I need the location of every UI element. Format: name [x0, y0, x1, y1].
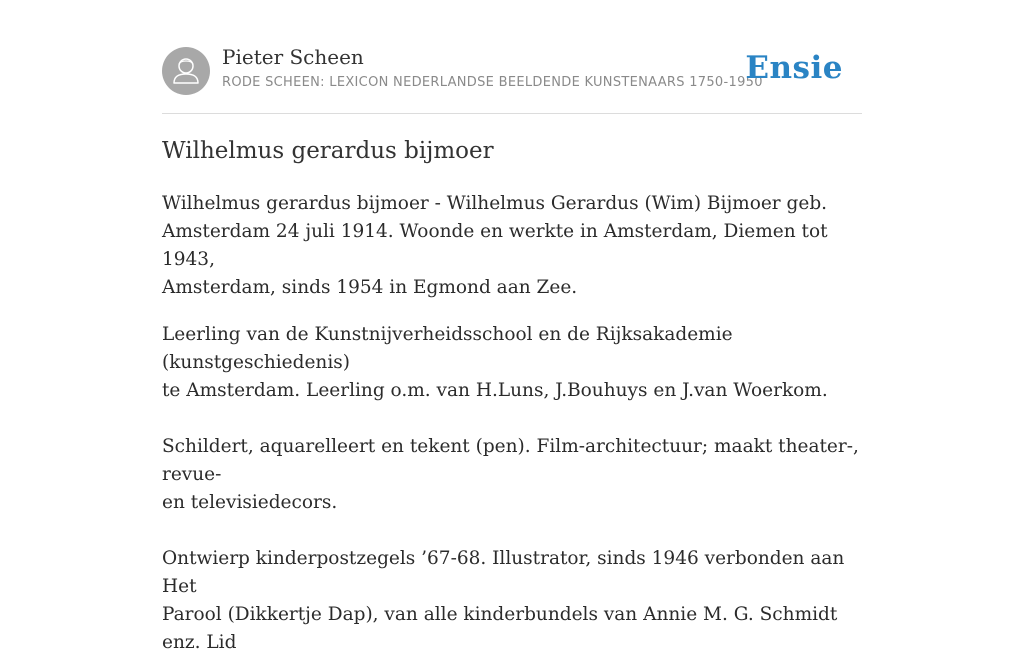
- article-paragraph: Ontwierp kinderpostzegels ’67-68. Illustrator, sinds 1946 verbonden aan Het Parool (Dikkertje Dap), van alle kinderbundels van Annie M. G. Schmidt enz. Lid: [162, 548, 845, 653]
- article-title: Wilhelmus gerardus bijmoer: [162, 138, 494, 164]
- article-container: [162, 0, 862, 653]
- author-name[interactable]: Pieter Scheen: [222, 45, 364, 69]
- article-paragraph: Leerling van de Kunstnijverheidsschool en de Rijksakademie (kunstgeschiedenis) te Amsterdam. Leerling o.m. van H.Luns, J.Bouhuys en J.van Woerkom.: [162, 324, 828, 401]
- user-silhouette-icon: [162, 47, 210, 95]
- article-paragraph: Schildert, aquarelleert en tekent (pen). Film-architectuur; maakt theater-, revue- en televisiedecors.: [162, 436, 859, 513]
- article-paragraph: Wilhelmus gerardus bijmoer - Wilhelmus Gerardus (Wim) Bijmoer geb. Amsterdam 24 juli 1914. Woonde en werkte in Amsterdam, Diemen tot 1943, Amsterdam, sinds 1954 in Egmond aan Zee.: [162, 193, 828, 298]
- author-avatar[interactable]: [162, 47, 210, 95]
- source-publication[interactable]: RODE SCHEEN: LEXICON NEDERLANDSE BEELDENDE KUNSTENAARS 1750-1950: [222, 75, 763, 90]
- ensie-logo[interactable]: Ensie: [745, 50, 843, 86]
- article-body: [162, 190, 862, 657]
- article-header: [162, 0, 862, 114]
